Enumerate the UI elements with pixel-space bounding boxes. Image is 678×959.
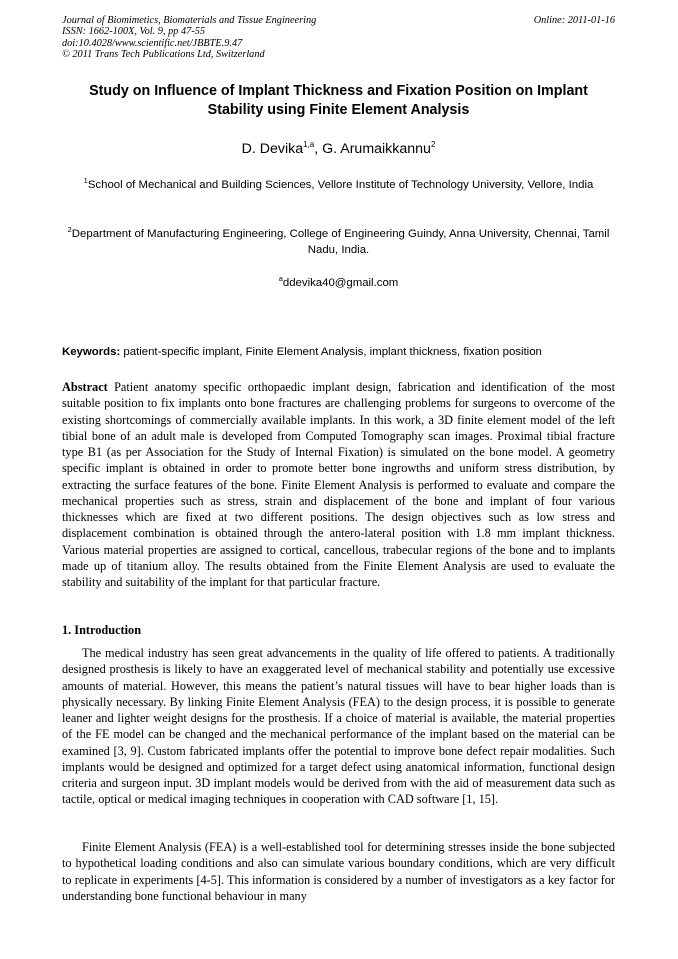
author-affiliation-mark: 1,a	[303, 140, 315, 149]
keywords	[62, 344, 622, 360]
email-mark: a	[278, 274, 283, 283]
keywords-text: patient-specific implant, Finite Element Analysis, implant thickness, fixation position	[120, 346, 542, 358]
journal-name: Journal of Biomimetics, Biomaterials and Tissue Engineering	[62, 15, 317, 26]
journal-doi: doi:10.4028/www.scientific.net/JBBTE.9.47	[62, 37, 243, 49]
affiliation-text: School of Mechanical and Building Sciences, Vellore Institute of Technology University, Vellore, India	[87, 179, 594, 191]
author-affiliation-mark: 2	[430, 140, 436, 149]
abstract-text: Patient anatomy specific orthopaedic implant design, fabrication and identification of the most suitable position to fix implants onto bone fractures are challenging problems for surgeons to overcome of the existing shortcomings of commercially available implants. In this work, a 3D finite element model of the left tibial bone of an adult male is developed from Computed Tomography scan images. Proximal tibial fracture type B1 (as per Association for the Study of Internal Fixation) is simulated on the bone model. A geometry specific implant is obtained in order to promote better bone ingrowths and uniform stress distribution, by extracting the surface features of the bone. Finite Element Analysis is performed to evaluate and compare the mechanical properties such as stress, strain and displacement of the bone and implant of four various thicknesses which are fixed at two different positions. The design objectives such as low stress and displacement combination is obtained through the antero-lateral position with 1.8 mm implant thickness. Various material properties are assigned to cortical, cancellous, trabecular regions of the bone and to implants made up of titanium alloy. The results obtained from the Finite Element Analysis are used to evaluate the stability and suitability of the implant for that particular fracture.	[62, 380, 615, 589]
affiliation-2	[62, 226, 615, 258]
journal-copyright: © 2011 Trans Tech Publications Ltd, Switzerland	[62, 48, 265, 60]
body-paragraph: Finite Element Analysis (FEA) is a well-established tool for determining stresses inside the bone subjected to hypothetical loading conditions and also can simulate various boundary conditions, which are very difficult to replicate in experiments [4-5]. This information is considered by a number of investigators as a key factor for understanding bone functional behaviour in many	[62, 840, 615, 903]
affiliation-mark: 1	[83, 176, 88, 185]
author-name: D. Devika	[241, 141, 304, 157]
author-list	[62, 140, 615, 158]
affiliation-1	[62, 177, 615, 193]
abstract-label: Abstract	[62, 380, 108, 394]
author-name: G. Arumaikkannu	[322, 141, 431, 157]
affiliation-text: Department of Manufacturing Engineering, College of Engineering Guindy, Anna University, Chennai, Tamil Nadu, India.	[71, 228, 610, 256]
author-separator: ,	[314, 141, 323, 157]
keywords-label: Keywords:	[62, 346, 121, 358]
affiliation-mark: 2	[67, 225, 72, 234]
journal-header	[62, 15, 615, 60]
abstract	[62, 379, 615, 590]
email-address: ddevika40@gmail.com	[282, 277, 399, 289]
author-email	[62, 275, 615, 291]
paper-title: Study on Influence of Implant Thickness and Fixation Position on Implant Stability using Finite Element Analysis	[89, 83, 588, 118]
section-heading: 1. Introduction	[62, 623, 142, 637]
body-paragraph: The medical industry has seen great advancements in the quality of life offered to patients. A traditionally designed prosthesis is likely to have an exaggerated level of mechanical stability and potentially use excessive amounts of material. However, this means the patient’s natural tissues will have to bear higher loads than is physically necessary. By linking Finite Element Analysis (FEA) to the design process, it is possible to generate leaner and lighter weight designs for the prosthesis. If a choice of material is available, the material properties of the FE model can be changed and the mechanical performance of the implant based on the material can be examined [3, 9]. Custom fabricated implants offer the potential to improve bone defect repair modalities. Such implants would be designed and optimized for a target defect using anatomical information, functional design criteria and surgeon input. 3D implant models would be derived from with the aid of measurement data such as tactile, optical or medical imaging techniques in cooperation with CAD software [1, 15].	[62, 646, 615, 807]
online-date: Online: 2011-01-16	[533, 15, 615, 26]
journal-issn: ISSN: 1662-100X, Vol. 9, pp 47-55	[62, 26, 205, 38]
